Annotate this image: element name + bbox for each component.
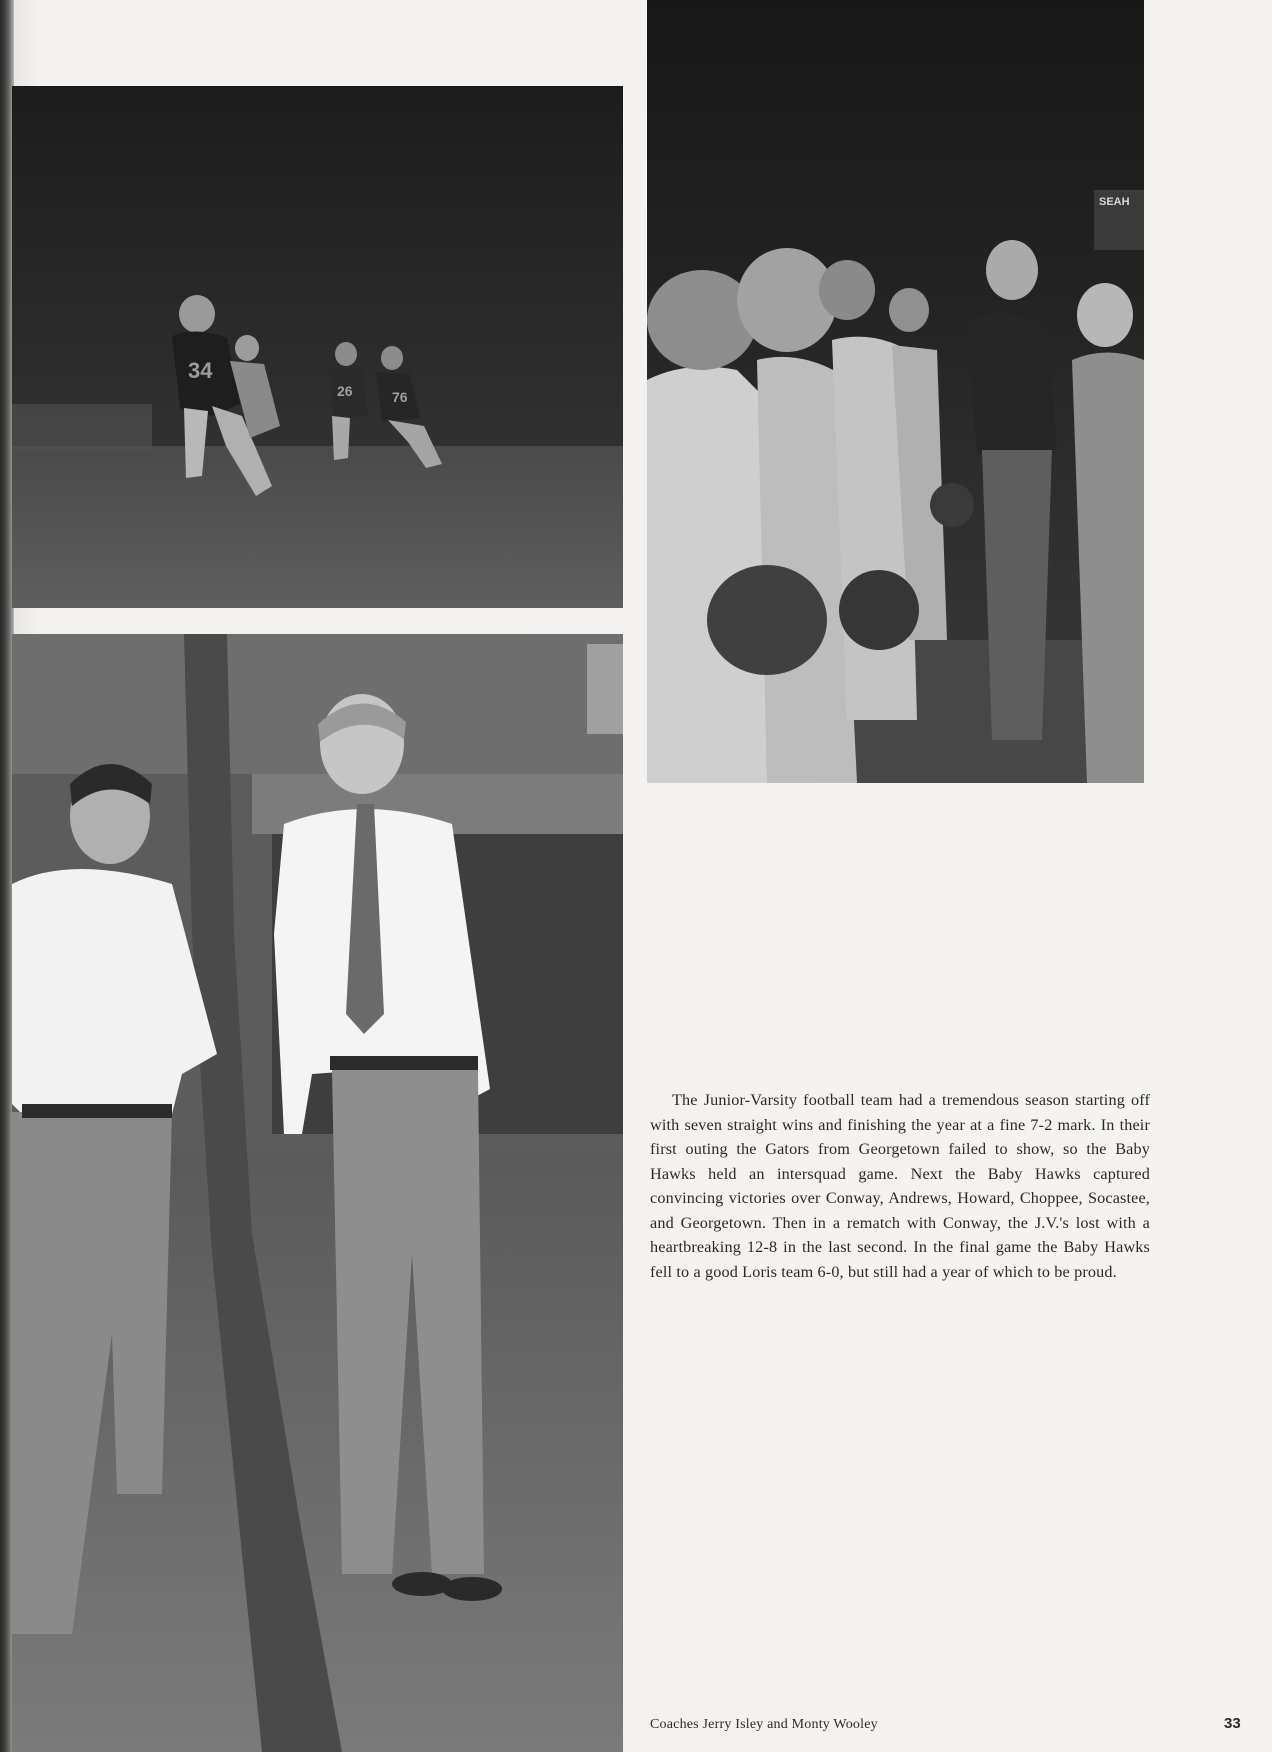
jersey-number-34 bbox=[188, 358, 213, 383]
svg-text:26: 26 bbox=[337, 383, 353, 399]
coaches-photo bbox=[12, 634, 623, 1752]
article-text: The Junior-Varsity football team had a tremendous season starting off with seven straight wins and finishing the year at a fine 7-2 mark. In their first outing the Gators from Georgetown failed to show, so the Baby Hawks held an intersquad game. Next the Baby Hawks captured convincing victories over Conway, Andrews, Howard, Choppee, Socastee, and Georgetown. Then in a rematch with Conway, the J.V.'s lost with a heartbreaking 12-8 in the last second. In the final game the Baby Hawks fell to a good Loris team 6-0, but still had a year of which to be proud. bbox=[650, 1091, 1150, 1281]
jersey-number-76 bbox=[392, 389, 408, 405]
jersey-number-26 bbox=[337, 383, 353, 399]
svg-text:76: 76 bbox=[392, 389, 408, 405]
svg-text:34: 34 bbox=[188, 358, 213, 383]
svg-text:SEAH: SEAH bbox=[1099, 196, 1130, 208]
night-game-photo bbox=[12, 86, 623, 608]
photo-caption: Coaches Jerry Isley and Monty Wooley bbox=[650, 1717, 878, 1732]
scoreboard-sign bbox=[1099, 196, 1130, 208]
sideline-players-photo bbox=[647, 0, 1144, 783]
page-number: 33 bbox=[1224, 1715, 1241, 1732]
